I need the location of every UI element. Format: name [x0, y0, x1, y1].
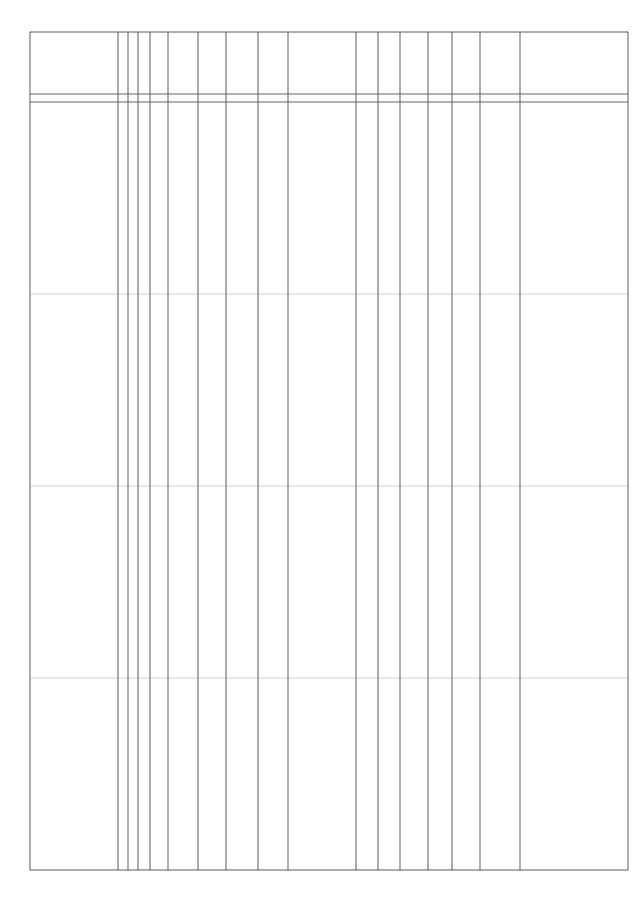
block-rules — [30, 294, 628, 678]
column-rules — [118, 32, 520, 870]
